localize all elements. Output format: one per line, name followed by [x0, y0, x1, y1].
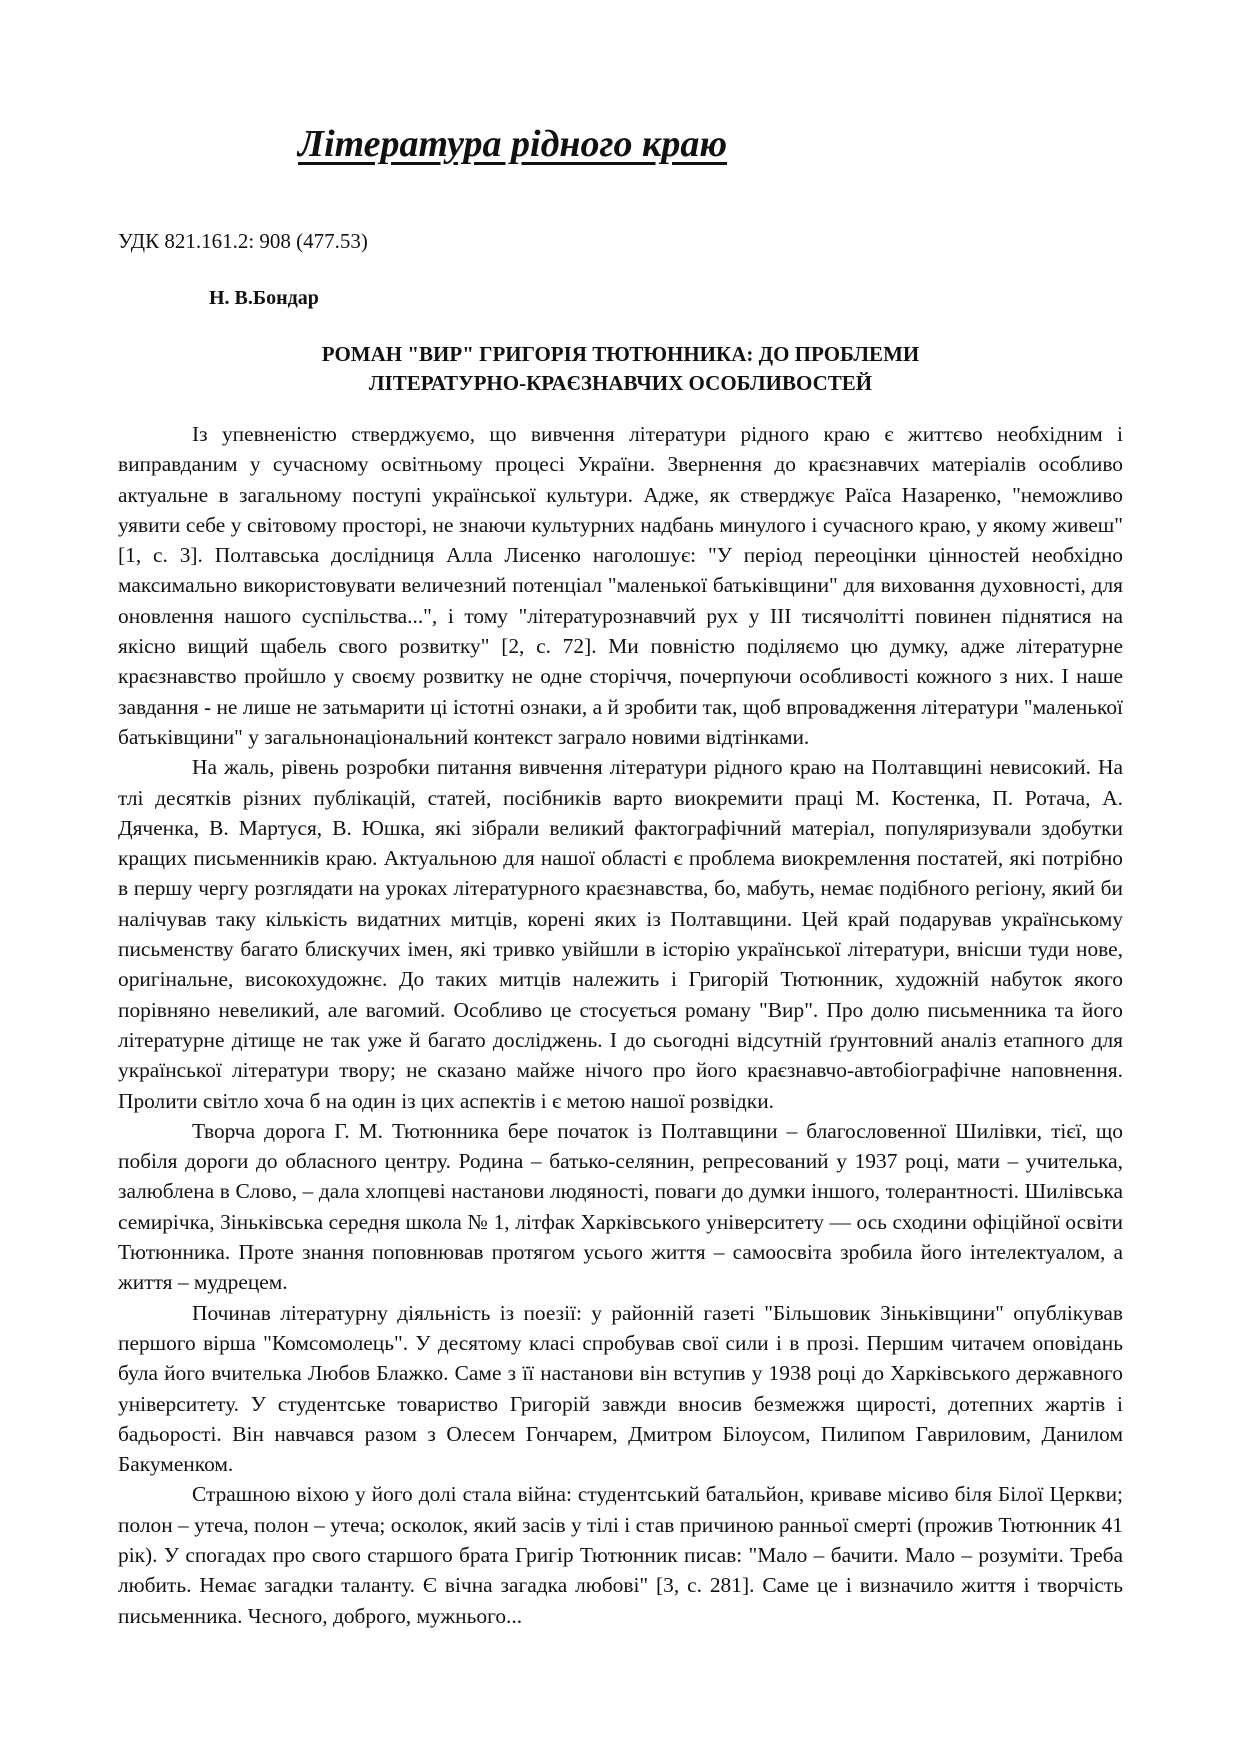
author-name: Н. В.Бондар [209, 287, 319, 309]
article-body [118, 419, 1123, 1631]
section-heading: Література рідного краю [298, 123, 728, 165]
paragraph: Страшною віхою у його долі стала війна: студентський батальйон, криваве місиво біля Білої Церкви; полон – утеча, полон – утеча; осколок, який засів у тілі і став причиною ранньої смерті (прожив Тютюнник 41 рік). У спогадах про свого старшого брата Григір Тютюнник писав: "Мало – бачити. Мало – розуміти. Треба любить. Немає загадки таланту. Є вічна загадка любові" [3, с. 281]. Саме це і визначило життя і творчість письменника. Чесного, доброго, мужнього... [118, 1482, 1123, 1628]
paragraph: Із упевненістю стверджуємо, що вивчення літератури рідного краю є життєво необхідним і виправданим у сучасному освітньому процесі України. Звернення до краєзнавчих матеріалів особливо актуальне в загальному поступі української культури. Адже, як стверджує Раїса Назаренко, "неможливо уявити себе у світовому просторі, не знаючи культурних надбань минулого і сучасного краю, у якому живеш" [1, с. 3]. Полтавська дослідниця Алла Лисенко наголошує: "У період переоцінки цінностей необхідно максимально використовувати величезний потенціал "маленької батьківщини" для виховання духовності, для оновлення нашого суспільства...", і тому "літературознавчий рух у ІІІ тисячолітті повинен піднятися на якісно вищий щабель свого розвитку" [2, с. 72]. Ми повністю поділяємо цю думку, адже літературне краєзнавство пройшло у своєму розвитку не одне сторіччя, почерпуючи особливості кожного з них. І наше завдання - не лише не затьмарити ці істотні ознаки, а й зробити так, щоб впровадження літератури "маленької батьківщини" у загальнонаціональний контекст заграло новими відтінками. [118, 422, 1123, 749]
article-title [118, 340, 1123, 398]
paragraph: Творча дорога Г. М. Тютюнника бере початок із Полтавщини – благословенної Шилівки, тієї, що побіля дороги до обласного центру. Родина – батько-селянин, репресований у 1937 році, мати – учителька, залюблена в Слово, – дала хлопцеві настанови людяності, поваги до думки іншого, толерантності. Шилівська семирічка, Зіньківська середня школа № 1, літфак Харківського університету — ось сходини офіційної освіти Тютюнника. Проте знання поповнював протягом усього життя – самоосвіта зробила його інтелектуалом, а життя – мудрецем. [118, 1118, 1123, 1295]
paragraph: Починав літературну діяльність із поезії: у районній газеті "Більшовик Зіньківщини" опублікував першого вірша "Комсомолець". У десятому класі спробував свої сили і в прозі. Першим читачем оповідань була його вчителька Любов Блажко. Саме з її настанови він вступив у 1938 році до Харківського державного університету. У студентське товариство Григорій завжди вносив безмежжя щирості, дотепних жартів і бадьорості. Він навчався разом з Олесем Гончарем, Дмитром Білоусом, Пилипом Гавриловим, Данилом Бакуменком. [118, 1300, 1123, 1477]
article-title-line-1: РОМАН "ВИР" ГРИГОРІЯ ТЮТЮННИКА: ДО ПРОБЛЕМИ [321, 342, 920, 366]
article-title-line-2: ЛІТЕРАТУРНО-КРАЄЗНАВЧИХ ОСОБЛИВОСТЕЙ [368, 371, 873, 395]
udk-code: УДК 821.161.2: 908 (477.53) [118, 229, 368, 253]
paragraph: На жаль, рівень розробки питання вивчення літератури рідного краю на Полтавщині невисокий. На тлі десятків різних публікацій, статей, посібників варто виокремити праці М. Костенка, П. Ротача, А. Дяченка, В. Мартуся, В. Юшка, які зібрали великий фактографічний матеріал, популяризували здобутки кращих письменників краю. Актуальною для нашої області є проблема виокремлення постатей, які потрібно в першу чергу розглядати на уроках літературного краєзнавства, бо, мабуть, немає подібного регіону, який би налічував таку кількість видатних митців, корені яких із Полтавщини. Цей край подарував українському письменству багато блискучих імен, які тривко увійшли в історію української літератури, внісши туди нове, оригінальне, високохудожнє. До таких митців належить і Григорій Тютюнник, художній набуток якого порівняно невеликий, але вагомий. Особливо це стосується роману "Вир". Про долю письменника та його літературне дітище не так уже й багато досліджень. І до сьогодні відсутній ґрунтовний аналіз етапного для української літератури твору; не сказано майже нічого про його краєзнавчо-автобіографічне наповнення. Пролити світло хоча б на один із цих аспектів і є метою нашої розвідки. [118, 755, 1123, 1113]
